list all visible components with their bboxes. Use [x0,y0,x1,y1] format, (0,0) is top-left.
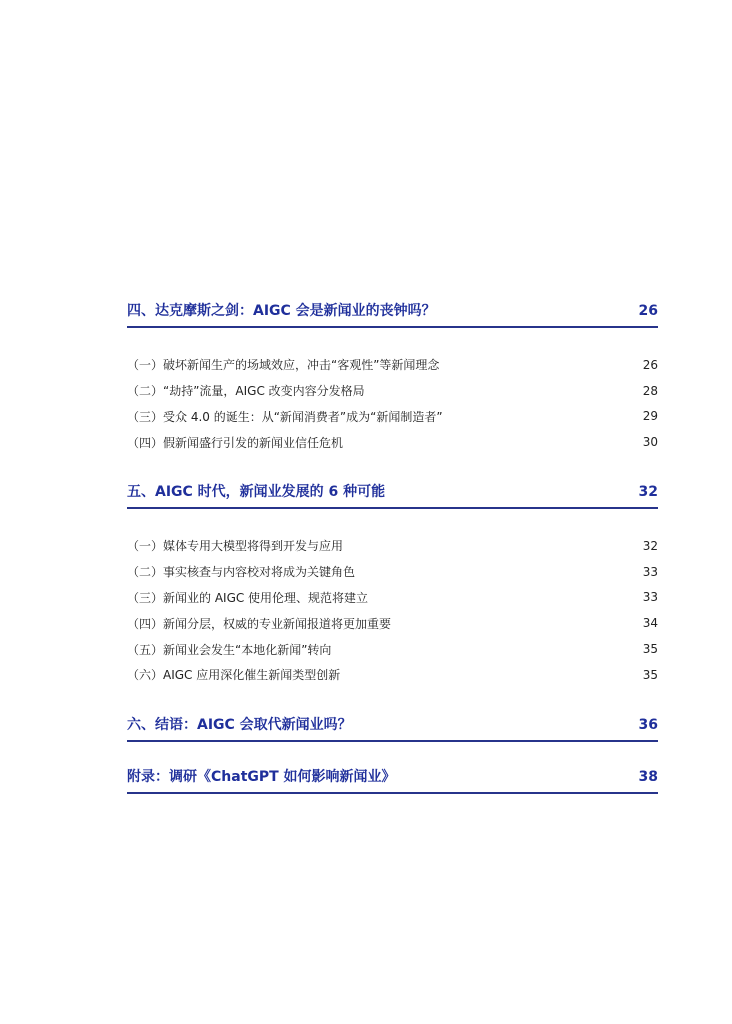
subsection-title: （一）媒体专用大模型将得到开发与应用 [127,539,344,554]
subsection-title: （四）假新闻盛行引发的新闻业信任危机 [127,435,344,450]
toc-section-heading[interactable] [127,483,658,509]
toc-appendix [127,768,658,794]
section-page-number: 26 [638,303,658,319]
subsection-title: （二）“劫持”流量，AIGC 改变内容分发格局 [127,384,365,399]
subsection-page-number: 32 [642,538,658,553]
toc-subsection-list [127,352,658,455]
toc-subsection-row[interactable] [127,662,658,688]
subsection-title: （五）新闻业会发生“本地化新闻”转向 [127,642,332,657]
section-page-number: 36 [638,717,658,733]
section-page-number: 32 [638,484,658,500]
subsection-page-number: 29 [642,409,658,424]
subsection-page-number: 33 [642,564,658,579]
toc-subsection-row[interactable] [127,533,658,559]
subsection-title: （二）事实核查与内容校对将成为关键角色 [127,565,356,580]
subsection-page-number: 35 [642,642,658,657]
toc-subsection-list [127,533,658,688]
subsection-title: （一）破坏新闻生产的场域效应，冲击“客观性”等新闻理念 [127,358,440,373]
toc-subsection-row[interactable] [127,559,658,585]
subsection-page-number: 33 [642,590,658,605]
subsection-title: （三）受众 4.0 的诞生：从“新闻消费者”成为“新闻制造者” [127,409,443,424]
subsection-page-number: 35 [642,667,658,682]
subsection-page-number: 34 [642,616,658,631]
subsection-title: （四）新闻分层，权威的专业新闻报道将更加重要 [127,616,392,631]
toc-section-5 [127,483,658,688]
subsection-title: （三）新闻业的 AIGC 使用伦理、规范将建立 [127,590,369,605]
toc-subsection-row[interactable] [127,404,658,430]
section-title: 附录：调研《ChatGPT 如何影响新闻业》 [127,769,396,785]
toc-subsection-row[interactable] [127,352,658,378]
subsection-page-number: 28 [642,383,658,398]
toc-section-4 [127,302,658,455]
toc-subsection-row[interactable] [127,378,658,404]
section-title: 六、结语：AIGC 会取代新闻业吗？ [127,717,352,733]
section-page-number: 38 [638,769,658,785]
toc-subsection-row[interactable] [127,585,658,611]
toc-section-heading[interactable] [127,716,658,742]
toc-section-heading[interactable] [127,302,658,328]
section-title: 四、达克摩斯之剑：AIGC 会是新闻业的丧钟吗？ [127,303,436,319]
toc-section-6 [127,716,658,742]
subsection-page-number: 26 [642,357,658,372]
toc-subsection-row[interactable] [127,429,658,455]
section-title: 五、AIGC 时代，新闻业发展的 6 种可能 [127,484,386,500]
toc-subsection-row[interactable] [127,610,658,636]
toc-section-heading[interactable] [127,768,658,794]
toc-subsection-row[interactable] [127,636,658,662]
subsection-title: （六）AIGC 应用深化催生新闻类型创新 [127,668,341,683]
subsection-page-number: 30 [642,435,658,450]
